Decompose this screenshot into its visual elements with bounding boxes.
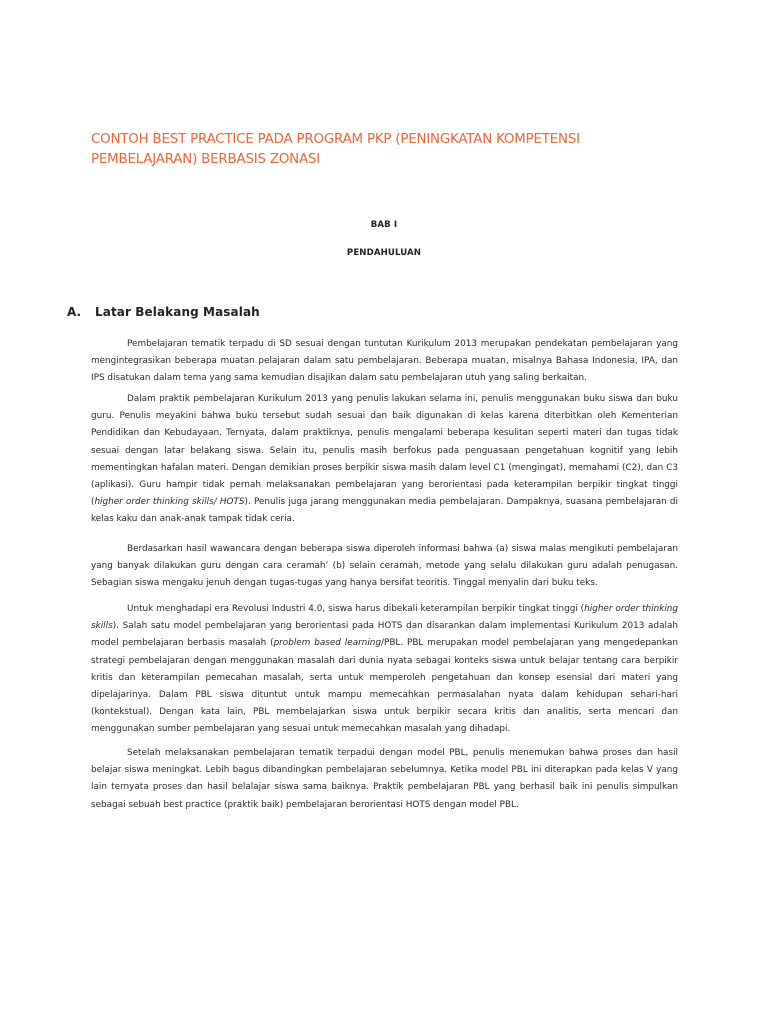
chapter-number: BAB I [370,220,398,230]
paragraph-1-text: Pembelajaran tematik terpadu di SD sesuai dengan tuntutan Kurikulum 2013 merupakan pendekatan pembelajaran yang mengintegrasikan beberapa muatan pelajaran dalam satu pembelajaran. Beberapa muatan, misalnya Bahasa Indonesia, IPA, dan IPS disatukan dalam tema yang sama kemudian disajikan dalam satu pembelajaran utuh yang saling berkaitan. [91,339,678,384]
paragraph-5 [91,745,678,814]
paragraph-2-text-a: Dalam praktik pembelajaran Kurikulum 2013 yang penulis lakukan selama ini, penulis menggunakan buku siswa dan buku guru. Penulis meyakini bahwa buku tersebut sudah sesuai dan baik digunakan di kelas karena diterbitkan oleh Kementerian Pendidikan dan Kebudayaan. Ternyata, dalam praktiknya, penulis mengalami beberapa kesulitan seperti materi dan tugas tidak sesuai dengan latar belakang siswa. Selain itu, penulis masih berfokus pada penguasaan pengetahuan kognitif yang lebih mementingkan hafalan materi. Dengan demikian proses berpikir siswa masih dalam level C1 (mengingat), memahami (C2), dan C3 (aplikasi). Guru hampir tidak pernah melaksanakan pembelajaran yang berorientasi pada keterampilan berpikir tingkat tinggi ( [91,394,678,508]
paragraph-3-text: Berdasarkan hasil wawancara dengan beberapa siswa diperoleh informasi bahwa (a) siswa malas mengikuti pembelajaran yang banyak dilakukan guru dengan cara ceramah’ (b) selain ceramah, metode yang selalu dilakukan guru adalah penugasan. Sebagian siswa mengaku jenuh dengan tugas-tugas yang hanya bersifat teoritis. Tinggal menyalin dari buku teks. [91,544,678,589]
paragraph-2 [91,391,678,529]
paragraph-4-text-b: ). Salah satu model pembelajaran yang berorientasi pada HOTS dan disarankan dalam implementasi Kurikulum 2013 adalah model pembelajaran berbasis masalah ( [91,621,678,649]
paragraph-5-text: Setelah melaksanakan pembelajaran tematik terpadui dengan model PBL, penulis menemukan bahwa proses dan hasil belajar siswa meningkat. Lebih bagus dibandingkan pembelajaran sebelumnya. Ketika model PBL ini diterapkan pada kelas V yang lain ternyata proses dan hasil belalajar siswa sama baiknya. Praktik pembelajaran PBL yang berhasil baik ini penulis simpulkan sebagai sebuah best practice (praktik baik) pembelajaran berorientasi HOTS dengan model PBL. [91,748,678,810]
document-title: CONTOH BEST PRACTICE PADA PROGRAM PKP (PENINGKATAN KOMPETENSI PEMBELAJARAN) BERBASIS ZONASI [91,132,580,167]
paragraph-2-text-b: ). Penulis juga jarang menggunakan media pembelajaran. Dampaknya, suasana pembelajaran di kelas kaku dan anak-anak tampak tidak ceria. [91,497,678,525]
section-title: Latar Belakang Masalah [95,305,260,319]
chapter-title: PENDAHULUAN [346,248,422,258]
paragraph-4-text-c: /PBL. PBL merupakan model pembelajaran yang mengedepankan strategi pembelajaran dengan menggunakan masalah dari dunia nyata sebagai konteks siswa untuk belajar tentang cara berpikir kritis dan keterampilan pemecahan masalah, serta untuk memperoleh pengetahuan dan konsep esensial dari materi yang dipelajarinya. Dalam PBL siswa dituntut untuk mampu memecahkan permasalahan nyata dalam kehidupan sehari-hari (kontekstual). Dengan kata lain, PBL membelajarkan siswa untuk berpikir secara kritis dan analitis, serta mencari dan menggunakan sumber pembelajaran yang sesuai untuk memecahkan masalah yang dihadapi. [91,638,678,735]
paragraph-4 [91,601,678,739]
section-heading [67,305,260,319]
paragraph-1 [91,336,678,388]
paragraph-2-emphasis: higher order thinking skills/ HOTS [94,497,245,508]
paragraph-4-emphasis-2: problem based learning [273,638,382,649]
paragraph-4-text-a: Untuk menghadapi era Revolusi Industri 4.0, siswa harus dibekali keterampilan berpikir tingkat tinggi ( [127,604,585,614]
paragraph-4-emphasis-1: higher order thinking skills [91,604,678,632]
section-letter: A. [67,305,82,319]
paragraph-3 [91,541,678,593]
